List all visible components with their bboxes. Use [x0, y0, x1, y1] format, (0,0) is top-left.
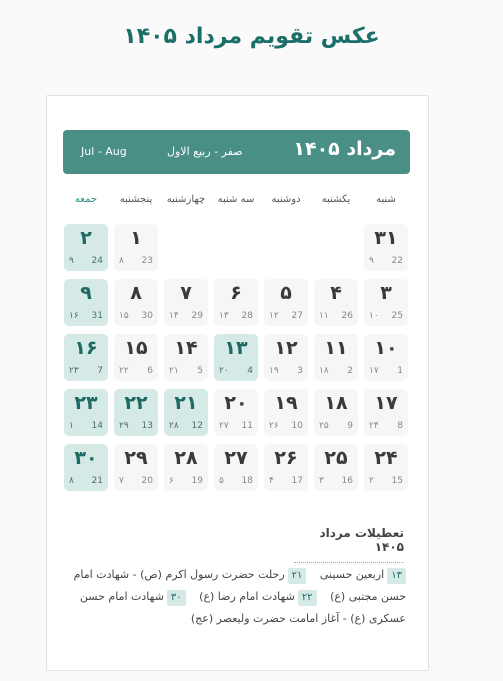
day-cell[interactable]: [164, 444, 208, 491]
holiday-text: اربعین حسینی: [319, 568, 385, 581]
persian-day: ۳: [380, 282, 392, 304]
holiday-text: شهادت امام رضا (ع): [199, 590, 295, 603]
gregorian-day: 4: [247, 366, 253, 376]
day-cell[interactable]: [114, 279, 158, 326]
gregorian-day: 31: [91, 311, 103, 321]
page-title: عکس تقویم مرداد ۱۴۰۵: [123, 24, 380, 49]
day-cell[interactable]: [114, 444, 158, 491]
gregorian-day: 29: [191, 311, 203, 321]
day-cell[interactable]: [164, 389, 208, 436]
hijri-day: ۱۲: [269, 311, 279, 321]
day-cell[interactable]: [114, 334, 158, 381]
hijri-day: ۲۴: [369, 421, 379, 431]
holiday-text: شهادت امام حسن عسکری (ع) - آغاز امامت حضرت ولیعصر (عج): [79, 590, 406, 625]
hijri-day: ۲۳: [69, 366, 79, 376]
month-header: [63, 130, 410, 174]
gregorian-day: 23: [141, 256, 153, 266]
gregorian-day: 24: [91, 256, 103, 266]
persian-day: ۲۸: [174, 447, 198, 469]
persian-day: ۱۱: [324, 337, 348, 359]
day-cell[interactable]: [264, 444, 308, 491]
hijri-day: ۴: [269, 476, 274, 486]
persian-day: ۹: [80, 282, 92, 304]
hijri-day: ۱۱: [319, 311, 329, 321]
hijri-day: ۲۹: [119, 421, 129, 431]
gregorian-day: 26: [341, 311, 353, 321]
persian-day: ۱۴: [174, 337, 198, 359]
holiday-day-badge: ۲۲: [298, 590, 317, 606]
gregorian-day: 30: [141, 311, 153, 321]
weekday-header: چهارشنبه: [166, 194, 206, 205]
hijri-day: ۱۰: [369, 311, 379, 321]
hijri-day: ۱۳: [219, 311, 229, 321]
hijri-day: ۹: [369, 256, 374, 266]
gregorian-day: 22: [391, 256, 403, 266]
hijri-day: ۳: [319, 476, 324, 486]
weekday-header: دوشنبه: [271, 194, 301, 205]
day-cell[interactable]: [114, 224, 158, 271]
day-cell[interactable]: [64, 444, 108, 491]
gregorian-day: 15: [391, 476, 403, 486]
day-cell[interactable]: [214, 389, 258, 436]
gregorian-day: 28: [241, 311, 253, 321]
gregorian-day: 12: [191, 421, 203, 431]
day-cell[interactable]: [264, 279, 308, 326]
persian-day: ۶: [230, 282, 242, 304]
hijri-day: ۵: [219, 476, 224, 486]
hijri-day: ۱: [69, 421, 74, 431]
hijri-day: ۲۰: [219, 366, 229, 376]
persian-day: ۱۳: [224, 337, 248, 359]
persian-day: ۱۹: [274, 392, 298, 414]
gregorian-day: 16: [341, 476, 353, 486]
day-cell[interactable]: [164, 279, 208, 326]
day-cell[interactable]: [364, 279, 408, 326]
hijri-day: ۸: [69, 476, 74, 486]
gregorian-day: 9: [347, 421, 353, 431]
day-cell[interactable]: [364, 334, 408, 381]
gregorian-day: 17: [291, 476, 303, 486]
persian-day: ۲۰: [224, 392, 248, 414]
hijri-day: ۲۲: [119, 366, 129, 376]
day-cell[interactable]: [64, 279, 108, 326]
hijri-day: ۱۸: [319, 366, 329, 376]
gregorian-day: 3: [297, 366, 303, 376]
hijri-day: ۱۶: [69, 311, 79, 321]
gregorian-day: 19: [191, 476, 203, 486]
holiday-day-badge: ۲۱: [288, 568, 307, 584]
day-cell[interactable]: [364, 389, 408, 436]
hijri-day: ۱۷: [369, 366, 379, 376]
persian-day: ۳۰: [74, 447, 98, 469]
persian-day: ۱۸: [324, 392, 348, 414]
day-cell[interactable]: [314, 334, 358, 381]
calendar-card: [46, 95, 429, 671]
holiday-item: [320, 568, 406, 581]
persian-day: ۸: [130, 282, 142, 304]
day-cell[interactable]: [264, 389, 308, 436]
hijri-day: ۲۶: [269, 421, 279, 431]
weekday-header: سه شنبه: [217, 194, 255, 205]
day-cell[interactable]: [214, 444, 258, 491]
day-cell[interactable]: [214, 279, 258, 326]
weekday-header: پنجشنبه: [119, 194, 153, 205]
weekday-header: یکشنبه: [321, 194, 351, 205]
gregorian-day: 1: [397, 366, 403, 376]
persian-day: ۱۷: [374, 392, 398, 414]
day-cell[interactable]: [214, 334, 258, 381]
hijri-day: ۸: [119, 256, 124, 266]
gregorian-day: 18: [241, 476, 253, 486]
hijri-day: ۶: [169, 476, 174, 486]
persian-day: ۱۲: [274, 337, 298, 359]
hijri-day: ۱۴: [169, 311, 179, 321]
persian-day: ۵: [280, 282, 292, 304]
persian-day: ۴: [330, 282, 342, 304]
hijri-day: ۱۵: [119, 311, 129, 321]
day-cell[interactable]: [64, 389, 108, 436]
persian-day: ۲۳: [74, 392, 98, 414]
hijri-day: ۷: [119, 476, 124, 486]
weekday-header: جمعه: [74, 194, 98, 205]
persian-day: ۳۱: [374, 227, 398, 249]
persian-day: ۲: [80, 227, 92, 249]
hijri-months: صفر - ربیع الاول: [167, 145, 243, 158]
persian-day: ۲۹: [124, 447, 148, 469]
holidays-list: [56, 564, 406, 630]
persian-day: ۲۱: [174, 392, 198, 414]
holiday-text: رحلت حضرت رسول اکرم (ص) - شهادت امام حسن مجتبی (ع): [73, 568, 406, 603]
persian-day: ۲۶: [274, 447, 298, 469]
persian-day: ۱۵: [124, 337, 148, 359]
gregorian-day: 10: [291, 421, 303, 431]
persian-day: ۱۰: [374, 337, 398, 359]
day-cell[interactable]: [314, 389, 358, 436]
gregorian-day: 20: [141, 476, 153, 486]
holiday-day-badge: ۱۳: [387, 568, 406, 584]
gregorian-day: 8: [397, 421, 403, 431]
gregorian-day: 6: [147, 366, 153, 376]
gregorian-day: 13: [141, 421, 153, 431]
day-cell[interactable]: [64, 334, 108, 381]
day-cell[interactable]: [264, 334, 308, 381]
day-cell[interactable]: [64, 224, 108, 271]
persian-day: ۲۴: [374, 447, 398, 469]
hijri-day: ۲۸: [169, 421, 179, 431]
day-cell[interactable]: [114, 389, 158, 436]
gregorian-day: 11: [241, 421, 253, 431]
gregorian-day: 7: [97, 366, 103, 376]
gregorian-day: 14: [91, 421, 103, 431]
hijri-day: ۲۷: [219, 421, 229, 431]
persian-day: ۲۷: [224, 447, 248, 469]
gregorian-day: 25: [391, 311, 403, 321]
gregorian-day: 21: [91, 476, 103, 486]
gregorian-day: 5: [197, 366, 203, 376]
persian-day: ۷: [180, 282, 192, 304]
persian-day: ۱: [130, 227, 142, 249]
day-cell[interactable]: [164, 334, 208, 381]
persian-day: ۲۲: [124, 392, 148, 414]
hijri-day: ۱۹: [269, 366, 279, 376]
persian-month-title: مرداد ۱۴۰۵: [293, 138, 396, 160]
hijri-day: ۲۵: [319, 421, 329, 431]
gregorian-day: 2: [347, 366, 353, 376]
persian-day: ۱۶: [74, 337, 98, 359]
holiday-day-badge: ۳۰: [167, 590, 186, 606]
hijri-day: ۲۱: [169, 366, 179, 376]
hijri-day: ۹: [69, 256, 74, 266]
hijri-day: ۲: [369, 476, 374, 486]
gregorian-months: Jul - Aug: [81, 145, 127, 158]
holiday-item: [199, 590, 316, 603]
weekday-header: شنبه: [376, 194, 396, 205]
day-cell[interactable]: [314, 444, 358, 491]
gregorian-day: 27: [291, 311, 303, 321]
day-cell[interactable]: [364, 444, 408, 491]
day-cell[interactable]: [364, 224, 408, 271]
holidays-title: تعطیلات مرداد ۱۴۰۵: [294, 526, 404, 563]
persian-day: ۲۵: [324, 447, 348, 469]
day-cell[interactable]: [314, 279, 358, 326]
